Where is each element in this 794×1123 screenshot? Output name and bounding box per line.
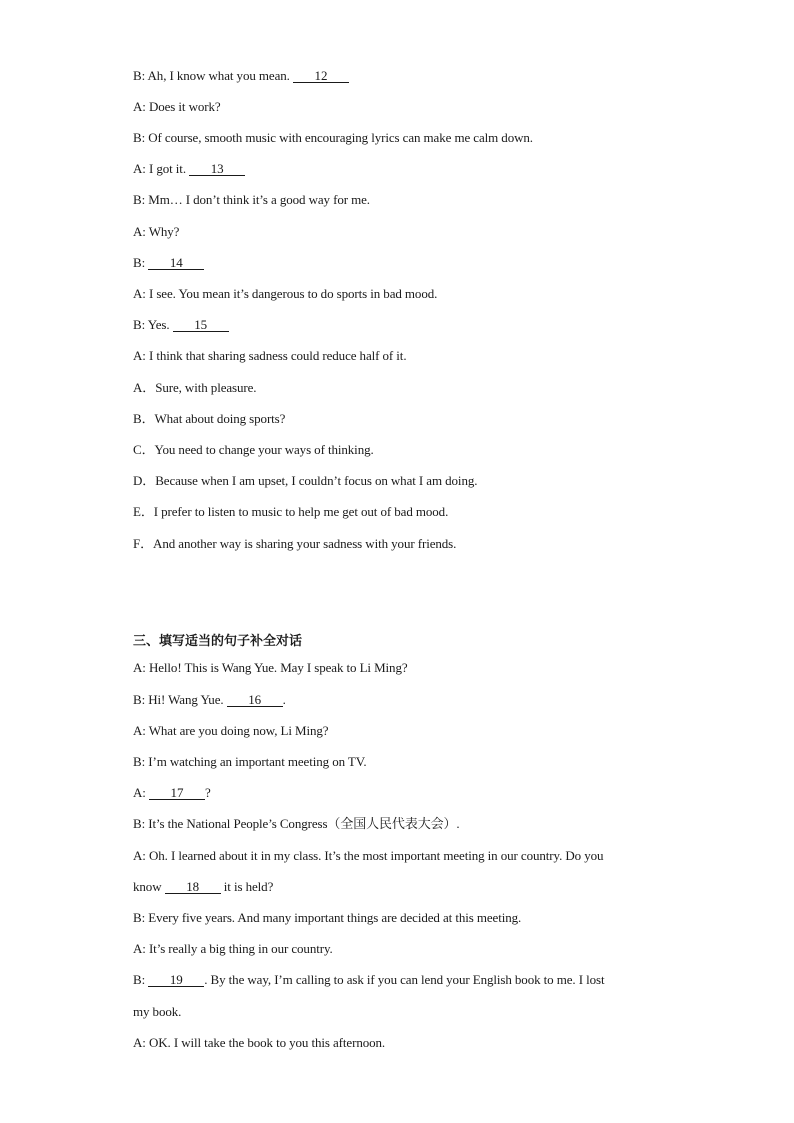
answer-blank: 17: [149, 786, 205, 800]
dialogue-line: A: Does it work?: [133, 99, 221, 114]
answer-blank: 12: [293, 69, 349, 83]
option-f: F．And another way is sharing your sadness with your friends.: [133, 536, 457, 551]
dialogue-line: B: It’s the National People’s Congress（全国人民代表大会）.: [133, 816, 460, 831]
option-c: C．You need to change your ways of thinking.: [133, 442, 374, 457]
dialogue-line: B: Yes. 15: [133, 317, 229, 333]
dialogue-line: A: I think that sharing sadness could reduce half of it.: [133, 348, 407, 363]
dialogue-line: A: Oh. I learned about it in my class. It’s the most important meeting in our country. Do you: [133, 848, 604, 863]
answer-blank: 13: [189, 162, 245, 176]
dialogue-line: A: I got it. 13: [133, 161, 245, 177]
dialogue-line: A: It’s really a big thing in our country.: [133, 941, 333, 956]
dialogue-line: A: 17 ?: [133, 785, 211, 800]
dialogue-line: B: Ah, I know what you mean. 12: [133, 68, 349, 84]
option-a: A．Sure, with pleasure.: [133, 380, 257, 395]
dialogue-line: A: I see. You mean it’s dangerous to do sports in bad mood.: [133, 286, 438, 301]
option-b: B．What about doing sports?: [133, 411, 286, 426]
dialogue-line: know 18 it is held?: [133, 879, 274, 894]
dialogue-line: B: I’m watching an important meeting on TV.: [133, 754, 367, 769]
option-e: E．I prefer to listen to music to help me get out of bad mood.: [133, 504, 449, 519]
dialogue-line: B: Mm… I don’t think it’s a good way for me.: [133, 192, 370, 207]
section-heading: 三、填写适当的句子补全对话: [133, 634, 303, 649]
dialogue-line: A: Why?: [133, 224, 180, 239]
answer-blank: 14: [148, 256, 204, 270]
dialogue-line: A: OK. I will take the book to you this afternoon.: [133, 1035, 386, 1050]
option-d: D．Because when I am upset, I couldn’t focus on what I am doing.: [133, 473, 478, 488]
answer-blank: 18: [165, 880, 221, 894]
dialogue-line: B: Every five years. And many important things are decided at this meeting.: [133, 910, 522, 925]
dialogue-line: B: 14: [133, 255, 204, 271]
dialogue-line: B: Hi! Wang Yue. 16 .: [133, 692, 286, 707]
dialogue-line: A: Hello! This is Wang Yue. May I speak to Li Ming?: [133, 660, 408, 675]
dialogue-line: A: What are you doing now, Li Ming?: [133, 723, 329, 738]
answer-blank: 15: [173, 318, 229, 332]
dialogue-line: B: 19 . By the way, I’m calling to ask if you can lend your English book to me. I lost: [133, 972, 605, 987]
dialogue-line: B: Of course, smooth music with encouraging lyrics can make me calm down.: [133, 130, 533, 145]
dialogue-line: my book.: [133, 1004, 182, 1019]
answer-blank: 16: [227, 693, 283, 707]
answer-blank: 19: [148, 973, 204, 987]
